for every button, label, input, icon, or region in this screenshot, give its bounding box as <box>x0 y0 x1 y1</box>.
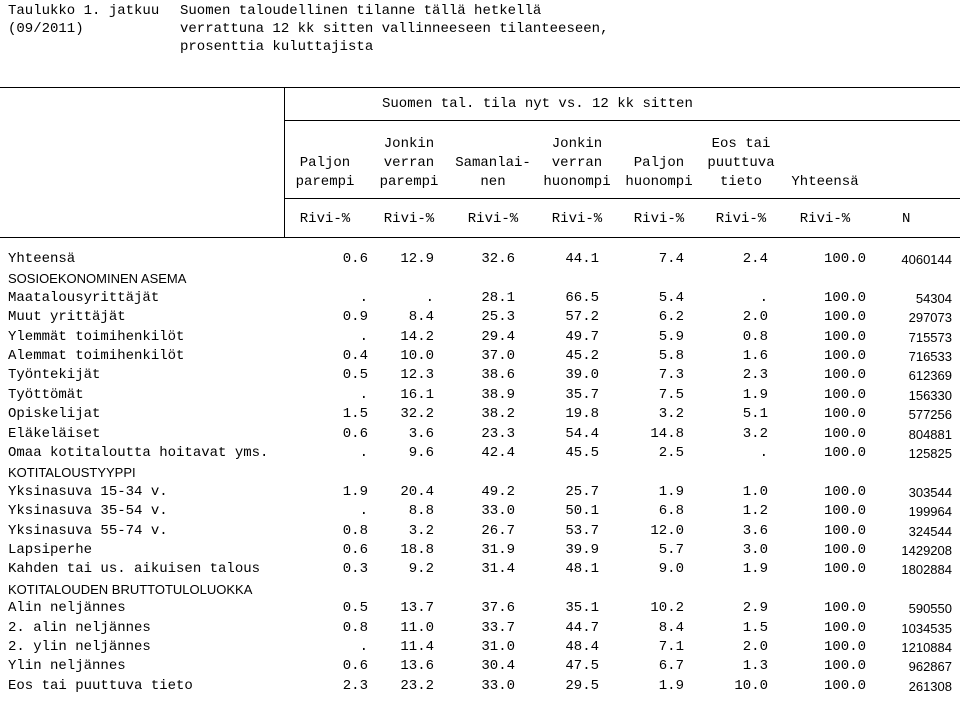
table-caption-label: Taulukko 1. jatkuu <box>8 3 160 19</box>
row-value: 9.0 <box>658 561 684 578</box>
row-value: 100.0 <box>823 600 866 617</box>
col-header-line: Eos tai <box>711 136 771 152</box>
row-value: 3.6 <box>742 522 768 539</box>
row-label: Eläkeläiset <box>8 425 101 442</box>
row-value: 23.2 <box>400 677 434 694</box>
unit-label: Rivi-% <box>383 211 435 227</box>
row-value: 100.0 <box>823 289 866 306</box>
row-value: 11.0 <box>400 619 434 636</box>
row-value: 28.1 <box>481 289 515 306</box>
row-value: 14.8 <box>650 425 684 442</box>
row-value: . <box>359 445 368 461</box>
row-value: 5.8 <box>658 348 684 364</box>
row-value: 3.2 <box>408 522 434 539</box>
row-value: 7.3 <box>658 367 684 384</box>
unit-label: Rivi-% <box>299 211 351 227</box>
row-value: 6.2 <box>658 309 684 326</box>
table-caption-date: (09/2011) <box>8 21 84 37</box>
row-value: 100.0 <box>823 328 866 345</box>
row-label: Maatalousyrittäjät <box>8 289 160 306</box>
row-value: 50.1 <box>565 503 599 520</box>
row-label: Kahden tai us. aikuisen talous <box>8 561 261 578</box>
row-value: 2.5 <box>658 445 684 461</box>
row-n-value: 612369 <box>908 368 952 384</box>
row-n-value: 297073 <box>908 310 952 326</box>
row-value: 9.2 <box>408 561 434 578</box>
row-value: . <box>359 328 368 345</box>
row-value: 38.6 <box>481 367 515 384</box>
row-value: 1.9 <box>658 677 684 694</box>
row-value: 45.5 <box>565 445 599 461</box>
col-header-line: Jonkin <box>383 136 435 152</box>
row-value: 2.3 <box>342 677 368 694</box>
row-value: 47.5 <box>565 658 599 675</box>
row-value: 33.0 <box>481 677 515 694</box>
unit-label: Rivi-% <box>715 211 767 227</box>
row-value: 100.0 <box>823 386 866 403</box>
row-value: 100.0 <box>823 483 866 500</box>
row-value: 25.7 <box>565 483 599 500</box>
col-header-paljon-parempi <box>280 135 370 192</box>
row-value: 6.7 <box>658 658 684 675</box>
col-header-line: huonompi <box>625 174 693 190</box>
row-value: 0.5 <box>342 367 368 384</box>
row-value: 7.5 <box>658 386 684 403</box>
row-value: 0.6 <box>342 251 368 267</box>
row-value: 10.0 <box>400 348 434 364</box>
row-value: 5.7 <box>658 542 684 558</box>
row-value: 23.3 <box>481 425 515 442</box>
row-value: 31.9 <box>481 542 515 558</box>
row-value: 33.0 <box>481 503 515 520</box>
row-value: 100.0 <box>823 677 866 694</box>
row-n-value: 1210884 <box>901 640 952 655</box>
n-label: N <box>902 211 911 227</box>
row-value: 100.0 <box>823 425 866 442</box>
col-header-line: Paljon <box>299 155 351 171</box>
row-value: 7.1 <box>658 639 684 655</box>
row-value: . <box>359 289 368 306</box>
row-label: Opiskelijat <box>8 406 101 423</box>
row-value: 19.8 <box>565 406 599 423</box>
row-value: 25.3 <box>481 309 515 326</box>
row-value: 37.6 <box>481 600 515 617</box>
col-header-jonkin-verran-parempi <box>364 135 454 192</box>
row-label: Eos tai puuttuva tieto <box>8 677 193 694</box>
row-value: 13.7 <box>400 600 434 617</box>
row-value: 100.0 <box>823 658 866 675</box>
row-value: 0.8 <box>342 522 368 539</box>
row-label: Alin neljännes <box>8 600 126 617</box>
row-value: 8.4 <box>408 309 434 326</box>
row-value: 0.9 <box>342 309 368 326</box>
row-value: 0.3 <box>342 561 368 578</box>
unit-label: Rivi-% <box>467 211 519 227</box>
row-n-value: 54304 <box>915 290 952 306</box>
column-header-rule <box>284 198 960 199</box>
row-label: Yksinasuva 15-34 v. <box>8 483 168 500</box>
row-value: 100.0 <box>823 309 866 326</box>
table-title-line-1: Suomen taloudellinen tilanne tällä hetkellä <box>180 3 542 19</box>
row-label: 2. alin neljännes <box>8 619 151 636</box>
row-value: 37.0 <box>481 348 515 364</box>
row-value: 6.8 <box>658 503 684 520</box>
row-value: 12.0 <box>650 522 684 539</box>
row-value: 29.5 <box>565 677 599 694</box>
row-n-value: 1429208 <box>901 543 952 558</box>
row-n-value: 715573 <box>908 329 952 345</box>
row-value: 100.0 <box>823 542 866 558</box>
col-header-samanlainen <box>448 135 538 192</box>
row-value: 2.0 <box>742 639 768 655</box>
row-n-value: 804881 <box>908 426 952 442</box>
row-value: 1.2 <box>742 503 768 520</box>
section-heading: KOTITALOUDEN BRUTTOTULOLUOKKA <box>8 581 253 597</box>
row-value: 2.9 <box>742 600 768 617</box>
row-value: 0.6 <box>342 658 368 675</box>
row-value: 10.2 <box>650 600 684 617</box>
row-value: 30.4 <box>481 658 515 675</box>
row-value: 32.2 <box>400 406 434 423</box>
table-top-rule <box>0 87 960 88</box>
row-value: 16.1 <box>400 386 434 403</box>
row-value: 14.2 <box>400 328 434 345</box>
super-header: Suomen tal. tila nyt vs. 12 kk sitten <box>382 96 693 112</box>
row-n-value: 4060144 <box>901 252 952 267</box>
row-value: 100.0 <box>823 639 866 655</box>
row-label: Yhteensä <box>8 251 76 267</box>
row-label: Alemmat toimihenkilöt <box>8 348 185 364</box>
row-value: 8.4 <box>658 619 684 636</box>
row-value: 53.7 <box>565 522 599 539</box>
row-value: 0.6 <box>342 425 368 442</box>
unit-label: Rivi-% <box>799 211 851 227</box>
unit-label: Rivi-% <box>633 211 685 227</box>
row-value: 44.1 <box>565 251 599 267</box>
row-value: 100.0 <box>823 251 866 267</box>
row-value: 1.9 <box>742 561 768 578</box>
row-n-value: 716533 <box>908 349 952 364</box>
row-value: 0.4 <box>342 348 368 364</box>
table-title-line-3: prosenttia kuluttajista <box>180 39 374 55</box>
row-value: 1.5 <box>342 406 368 423</box>
row-value: 38.2 <box>481 406 515 423</box>
row-n-value: 577256 <box>908 407 952 423</box>
row-value: 100.0 <box>823 367 866 384</box>
row-value: 2.3 <box>742 367 768 384</box>
row-value: 9.6 <box>408 445 434 461</box>
row-value: 0.8 <box>342 619 368 636</box>
row-label: Muut yrittäjät <box>8 309 126 326</box>
row-value: 44.7 <box>565 619 599 636</box>
row-label: Työntekijät <box>8 367 101 384</box>
row-value: 48.4 <box>565 639 599 655</box>
row-value: 13.6 <box>400 658 434 675</box>
row-value: 100.0 <box>823 522 866 539</box>
row-value: 1.5 <box>742 619 768 636</box>
row-value: 12.3 <box>400 367 434 384</box>
row-value: 5.9 <box>658 328 684 345</box>
row-value: . <box>759 289 768 306</box>
row-value: 31.0 <box>481 639 515 655</box>
row-value: 45.2 <box>565 348 599 364</box>
row-label: 2. ylin neljännes <box>8 639 151 655</box>
row-n-value: 324544 <box>908 523 952 539</box>
row-value: 12.9 <box>400 251 434 267</box>
row-value: 0.8 <box>742 328 768 345</box>
row-value: 100.0 <box>823 406 866 423</box>
row-value: 3.2 <box>742 425 768 442</box>
col-header-line: Jonkin <box>551 136 603 152</box>
row-value: 20.4 <box>400 483 434 500</box>
row-value: 66.5 <box>565 289 599 306</box>
col-header-line: nen <box>480 174 506 190</box>
row-value: 1.9 <box>658 483 684 500</box>
col-header-line: Yhteensä <box>791 174 859 190</box>
row-value: 35.1 <box>565 600 599 617</box>
row-n-value: 199964 <box>908 504 952 520</box>
row-label: Työttömät <box>8 386 84 403</box>
row-value: 11.4 <box>400 639 434 655</box>
row-value: 29.4 <box>481 328 515 345</box>
col-header-line: verran <box>551 155 603 171</box>
row-value: 32.6 <box>481 251 515 267</box>
row-value: . <box>359 639 368 655</box>
row-label: Lapsiperhe <box>8 542 93 558</box>
row-value: 42.4 <box>481 445 515 461</box>
row-value: 3.0 <box>742 542 768 558</box>
row-value: 1.6 <box>742 348 768 364</box>
row-value: 48.1 <box>565 561 599 578</box>
row-value: 26.7 <box>481 522 515 539</box>
row-value: . <box>359 503 368 520</box>
row-value: 33.7 <box>481 619 515 636</box>
col-header-line: huonompi <box>543 174 611 190</box>
row-value: 1.9 <box>342 483 368 500</box>
row-value: 8.8 <box>408 503 434 520</box>
row-value: 38.9 <box>481 386 515 403</box>
row-value: 49.7 <box>565 328 599 345</box>
row-value: 0.6 <box>342 542 368 558</box>
col-header-line: parempi <box>379 174 439 190</box>
row-n-value: 1034535 <box>901 620 952 636</box>
col-header-yhteensa <box>780 135 870 192</box>
row-value: 5.1 <box>742 406 768 423</box>
row-n-value: 125825 <box>908 446 952 461</box>
row-value: 1.3 <box>742 658 768 675</box>
col-header-line: verran <box>383 155 435 171</box>
row-value: 10.0 <box>734 677 768 694</box>
row-value: 5.4 <box>658 289 684 306</box>
row-value: 0.5 <box>342 600 368 617</box>
row-value: . <box>759 445 768 461</box>
row-n-value: 1802884 <box>901 562 952 578</box>
row-value: 39.0 <box>565 367 599 384</box>
row-n-value: 962867 <box>908 659 952 675</box>
row-n-value: 303544 <box>908 484 952 500</box>
row-value: 39.9 <box>565 542 599 558</box>
row-n-value: 261308 <box>908 678 952 694</box>
row-label: Omaa kotitaloutta hoitavat yms. <box>8 445 269 461</box>
row-n-value: 156330 <box>908 387 952 403</box>
col-header-line: Samanlai- <box>455 155 531 171</box>
row-value: 1.0 <box>742 483 768 500</box>
row-value: 31.4 <box>481 561 515 578</box>
row-value: 100.0 <box>823 445 866 461</box>
unit-label: Rivi-% <box>551 211 603 227</box>
col-header-paljon-huonompi <box>614 135 704 192</box>
col-header-line: Paljon <box>633 155 685 171</box>
header-bottom-rule <box>0 237 960 238</box>
table-title-line-2: verrattuna 12 kk sitten vallinneeseen tilanteeseen, <box>180 21 609 37</box>
row-value: . <box>359 386 368 403</box>
section-heading: SOSIOEKONOMINEN ASEMA <box>8 271 187 287</box>
row-value: 3.6 <box>408 425 434 442</box>
super-header-rule <box>284 120 960 121</box>
col-header-line: puuttuva <box>707 155 775 171</box>
row-value: 7.4 <box>658 251 684 267</box>
row-n-value: 590550 <box>908 601 952 617</box>
col-header-line: parempi <box>295 174 355 190</box>
row-value: 100.0 <box>823 348 866 364</box>
row-value: 100.0 <box>823 561 866 578</box>
section-heading: KOTITALOUSTYYPPI <box>8 465 136 481</box>
row-label: Yksinasuva 55-74 v. <box>8 522 168 539</box>
row-value: 100.0 <box>823 503 866 520</box>
col-header-jonkin-verran-huonompi <box>532 135 622 192</box>
col-header-line: tieto <box>719 174 762 190</box>
row-value: 49.2 <box>481 483 515 500</box>
row-value: 3.2 <box>658 406 684 423</box>
row-label: Ylemmät toimihenkilöt <box>8 328 185 345</box>
row-value: 100.0 <box>823 619 866 636</box>
row-value: 35.7 <box>565 386 599 403</box>
row-label: Ylin neljännes <box>8 658 126 675</box>
row-value: 2.0 <box>742 309 768 326</box>
row-label: Yksinasuva 35-54 v. <box>8 503 168 520</box>
row-value: . <box>425 289 434 306</box>
row-value: 57.2 <box>565 309 599 326</box>
col-header-eos-tai-puuttuva <box>696 135 786 192</box>
row-value: 2.4 <box>742 251 768 267</box>
row-value: 18.8 <box>400 542 434 558</box>
row-value: 1.9 <box>742 386 768 403</box>
row-value: 54.4 <box>565 425 599 442</box>
